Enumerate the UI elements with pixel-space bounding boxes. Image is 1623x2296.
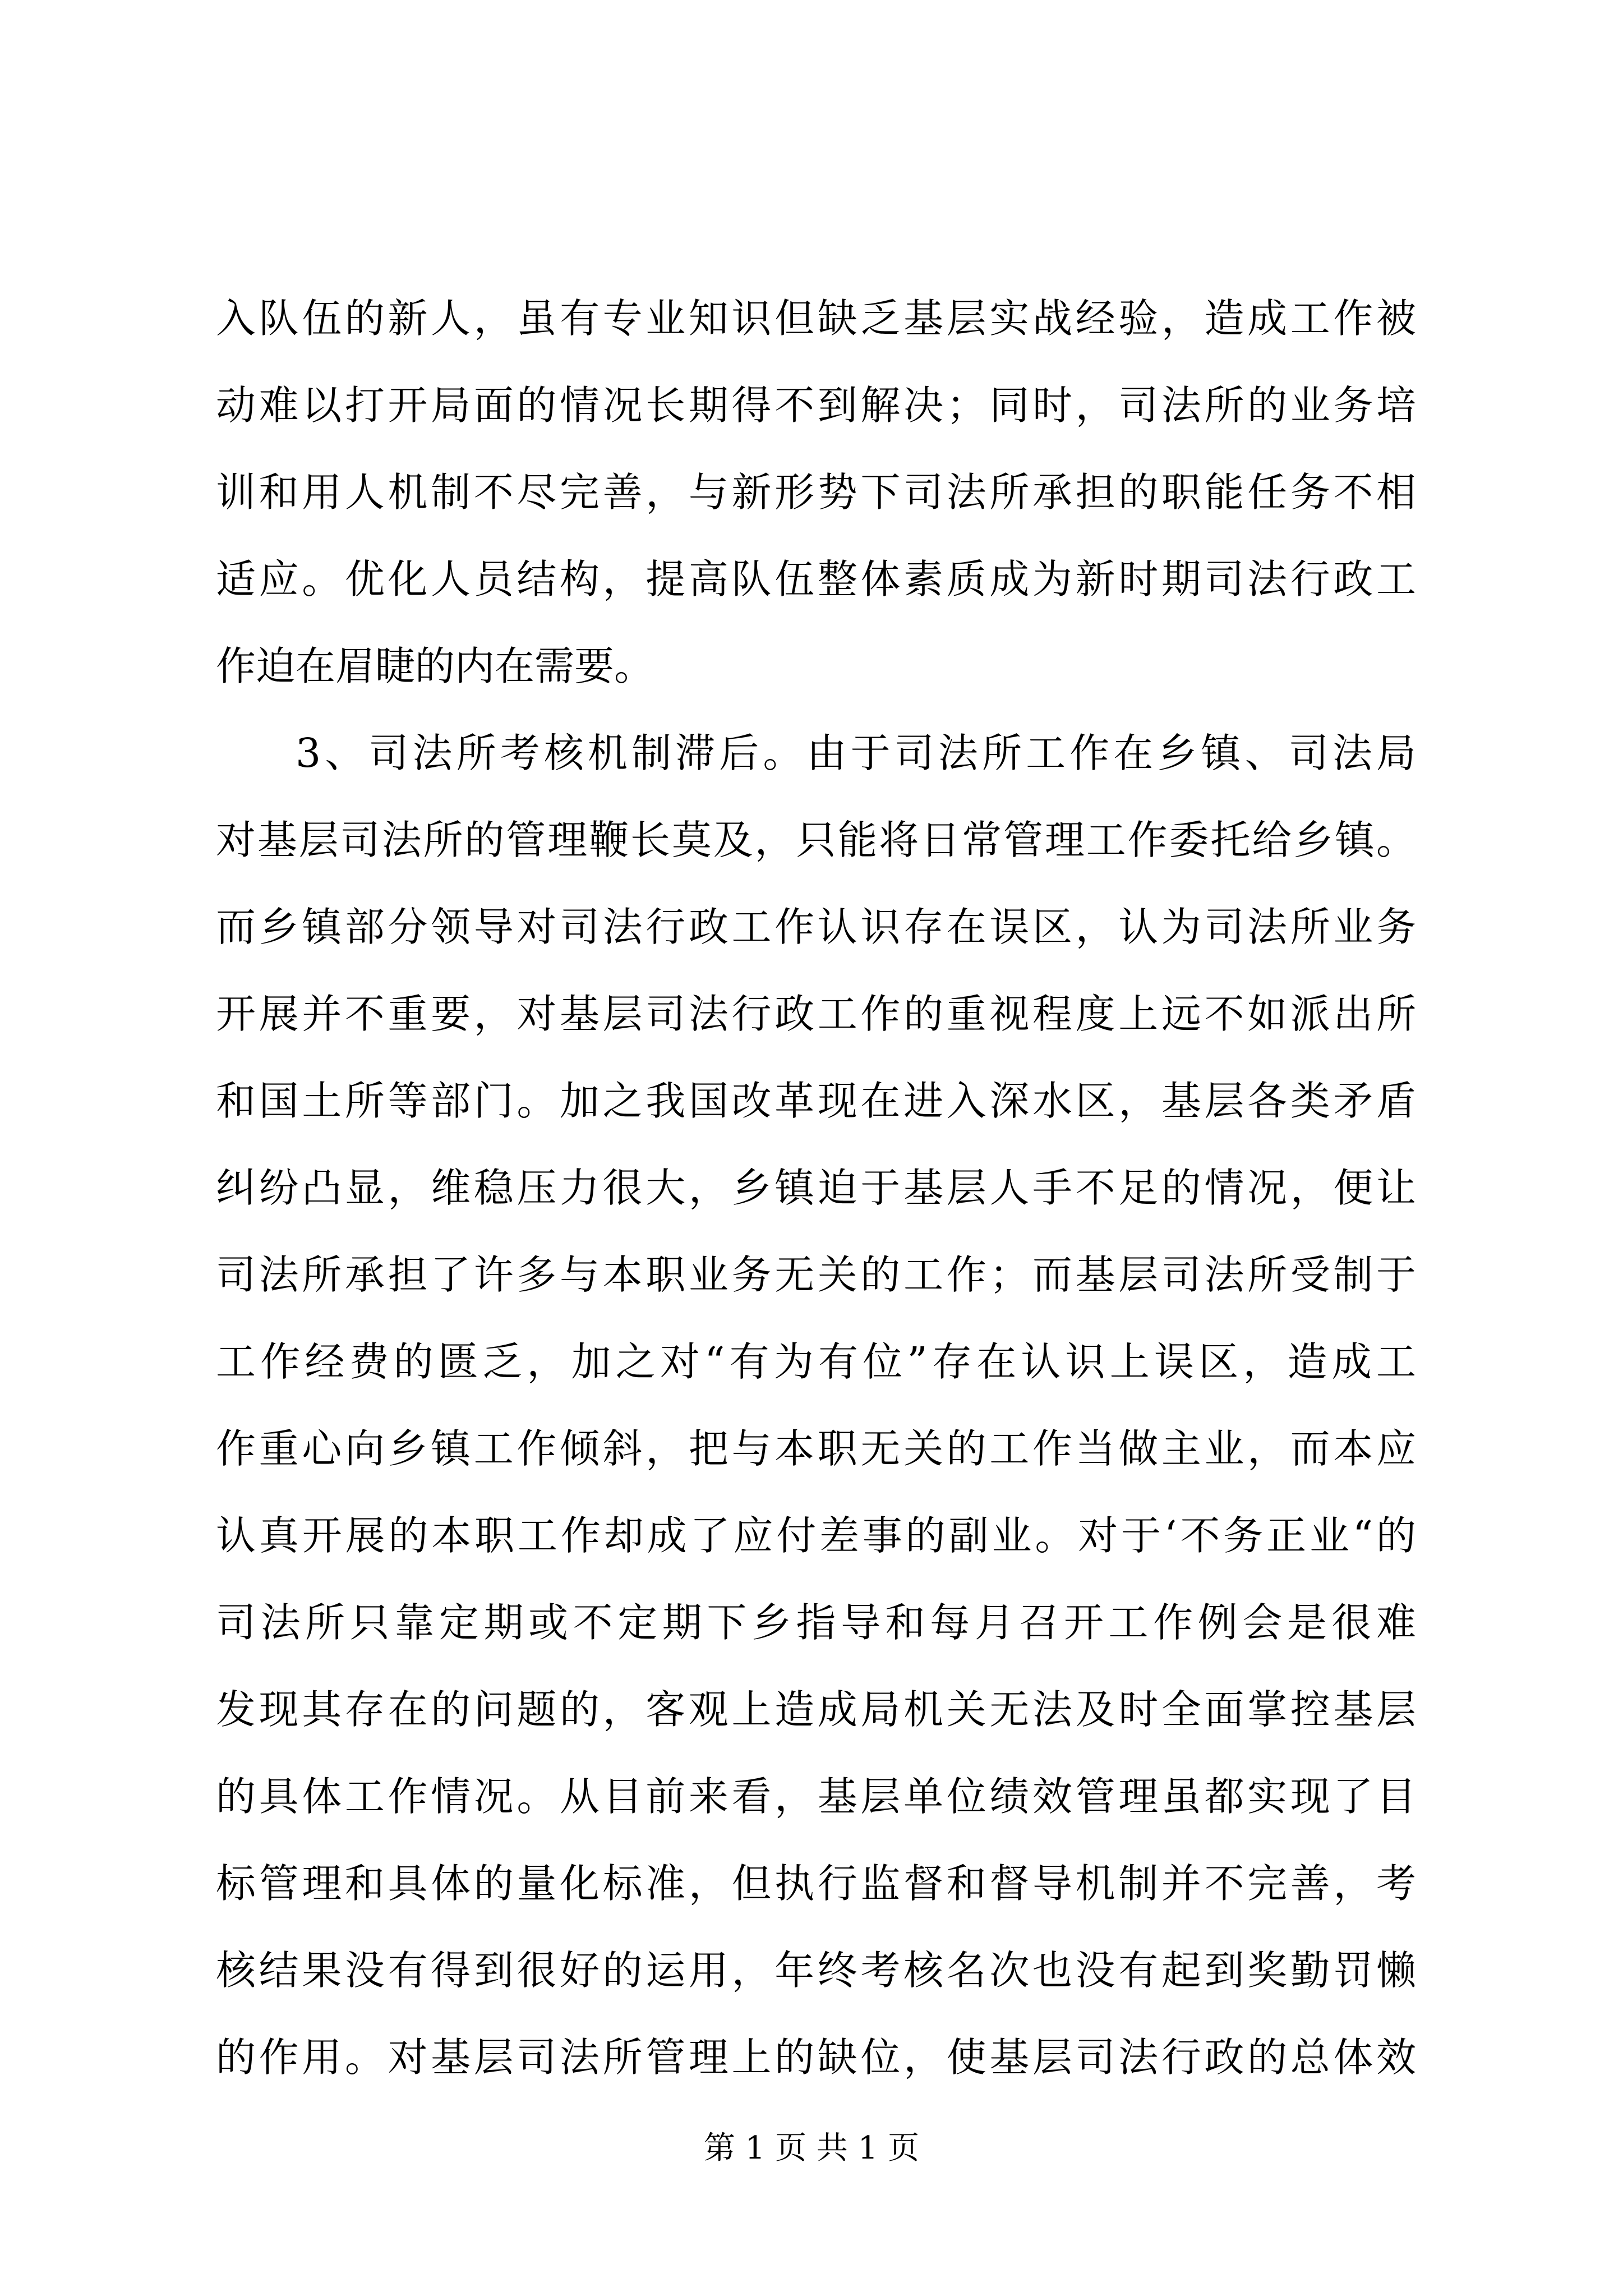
page-footer [0,2129,1623,2168]
text-line: 而乡镇部分领导对司法行政工作认识存在误区，认为司法所业务 [216,904,1416,950]
text-line: 作迫在眉睫的内在需要。 [216,643,654,689]
text-line: 核结果没有得到很好的运用，年终考核名次也没有起到奖勤罚懒 [216,1947,1416,1994]
text-line: 发现其存在的问题的，客观上造成局机关无法及时全面掌控基层 [216,1686,1416,1733]
text-line: 司法所只靠定期或不定期下乡指导和每月召开工作例会是很难 [216,1599,1416,1646]
text-line: 3、司法所考核机制滞后。由于司法所工作在乡镇、司法局 [296,730,1416,776]
text-line: 工作经费的匮乏，加之对“有为有位”存在认识上误区，造成工 [216,1338,1416,1385]
text-line: 和国土所等部门。加之我国改革现在进入深水区，基层各类矛盾 [216,1078,1416,1124]
text-line: 训和用人机制不尽完善，与新形势下司法所承担的职能任务不相 [216,469,1416,516]
text-line: 入队伍的新人，虽有专业知识但缺乏基层实战经验，造成工作被 [216,295,1416,342]
text-line: 开展并不重要，对基层司法行政工作的重视程度上远不如派出所 [216,991,1416,1037]
text-line: 适应。优化人员结构，提高队伍整体素质成为新时期司法行政工 [216,556,1416,602]
text-line: 纠纷凸显，维稳压力很大，乡镇迫于基层人手不足的情况，便让 [216,1165,1416,1211]
text-line: 司法所承担了许多与本职业务无关的工作；而基层司法所受制于 [216,1251,1416,1298]
text-line: 动难以打开局面的情况长期得不到解决；同时，司法所的业务培 [216,382,1416,429]
text-line: 的具体工作情况。从目前来看，基层单位绩效管理虽都实现了目 [216,1773,1416,1820]
page-number: 第 1 页 共 1 页 [703,2130,920,2166]
text-line: 认真开展的本职工作却成了应付差事的副业。对于‘不务正业“的 [216,1512,1416,1559]
text-line: 作重心向乡镇工作倾斜，把与本职无关的工作当做主业，而本应 [216,1425,1416,1472]
text-line: 的作用。对基层司法所管理上的缺位，使基层司法行政的总体效 [216,2034,1416,2081]
text-line: 对基层司法所的管理鞭长莫及，只能将日常管理工作委托给乡镇。 [216,817,1416,863]
body-text [216,275,1416,2101]
text-line: 标管理和具体的量化标准，但执行监督和督导机制并不完善，考 [216,1860,1416,1907]
